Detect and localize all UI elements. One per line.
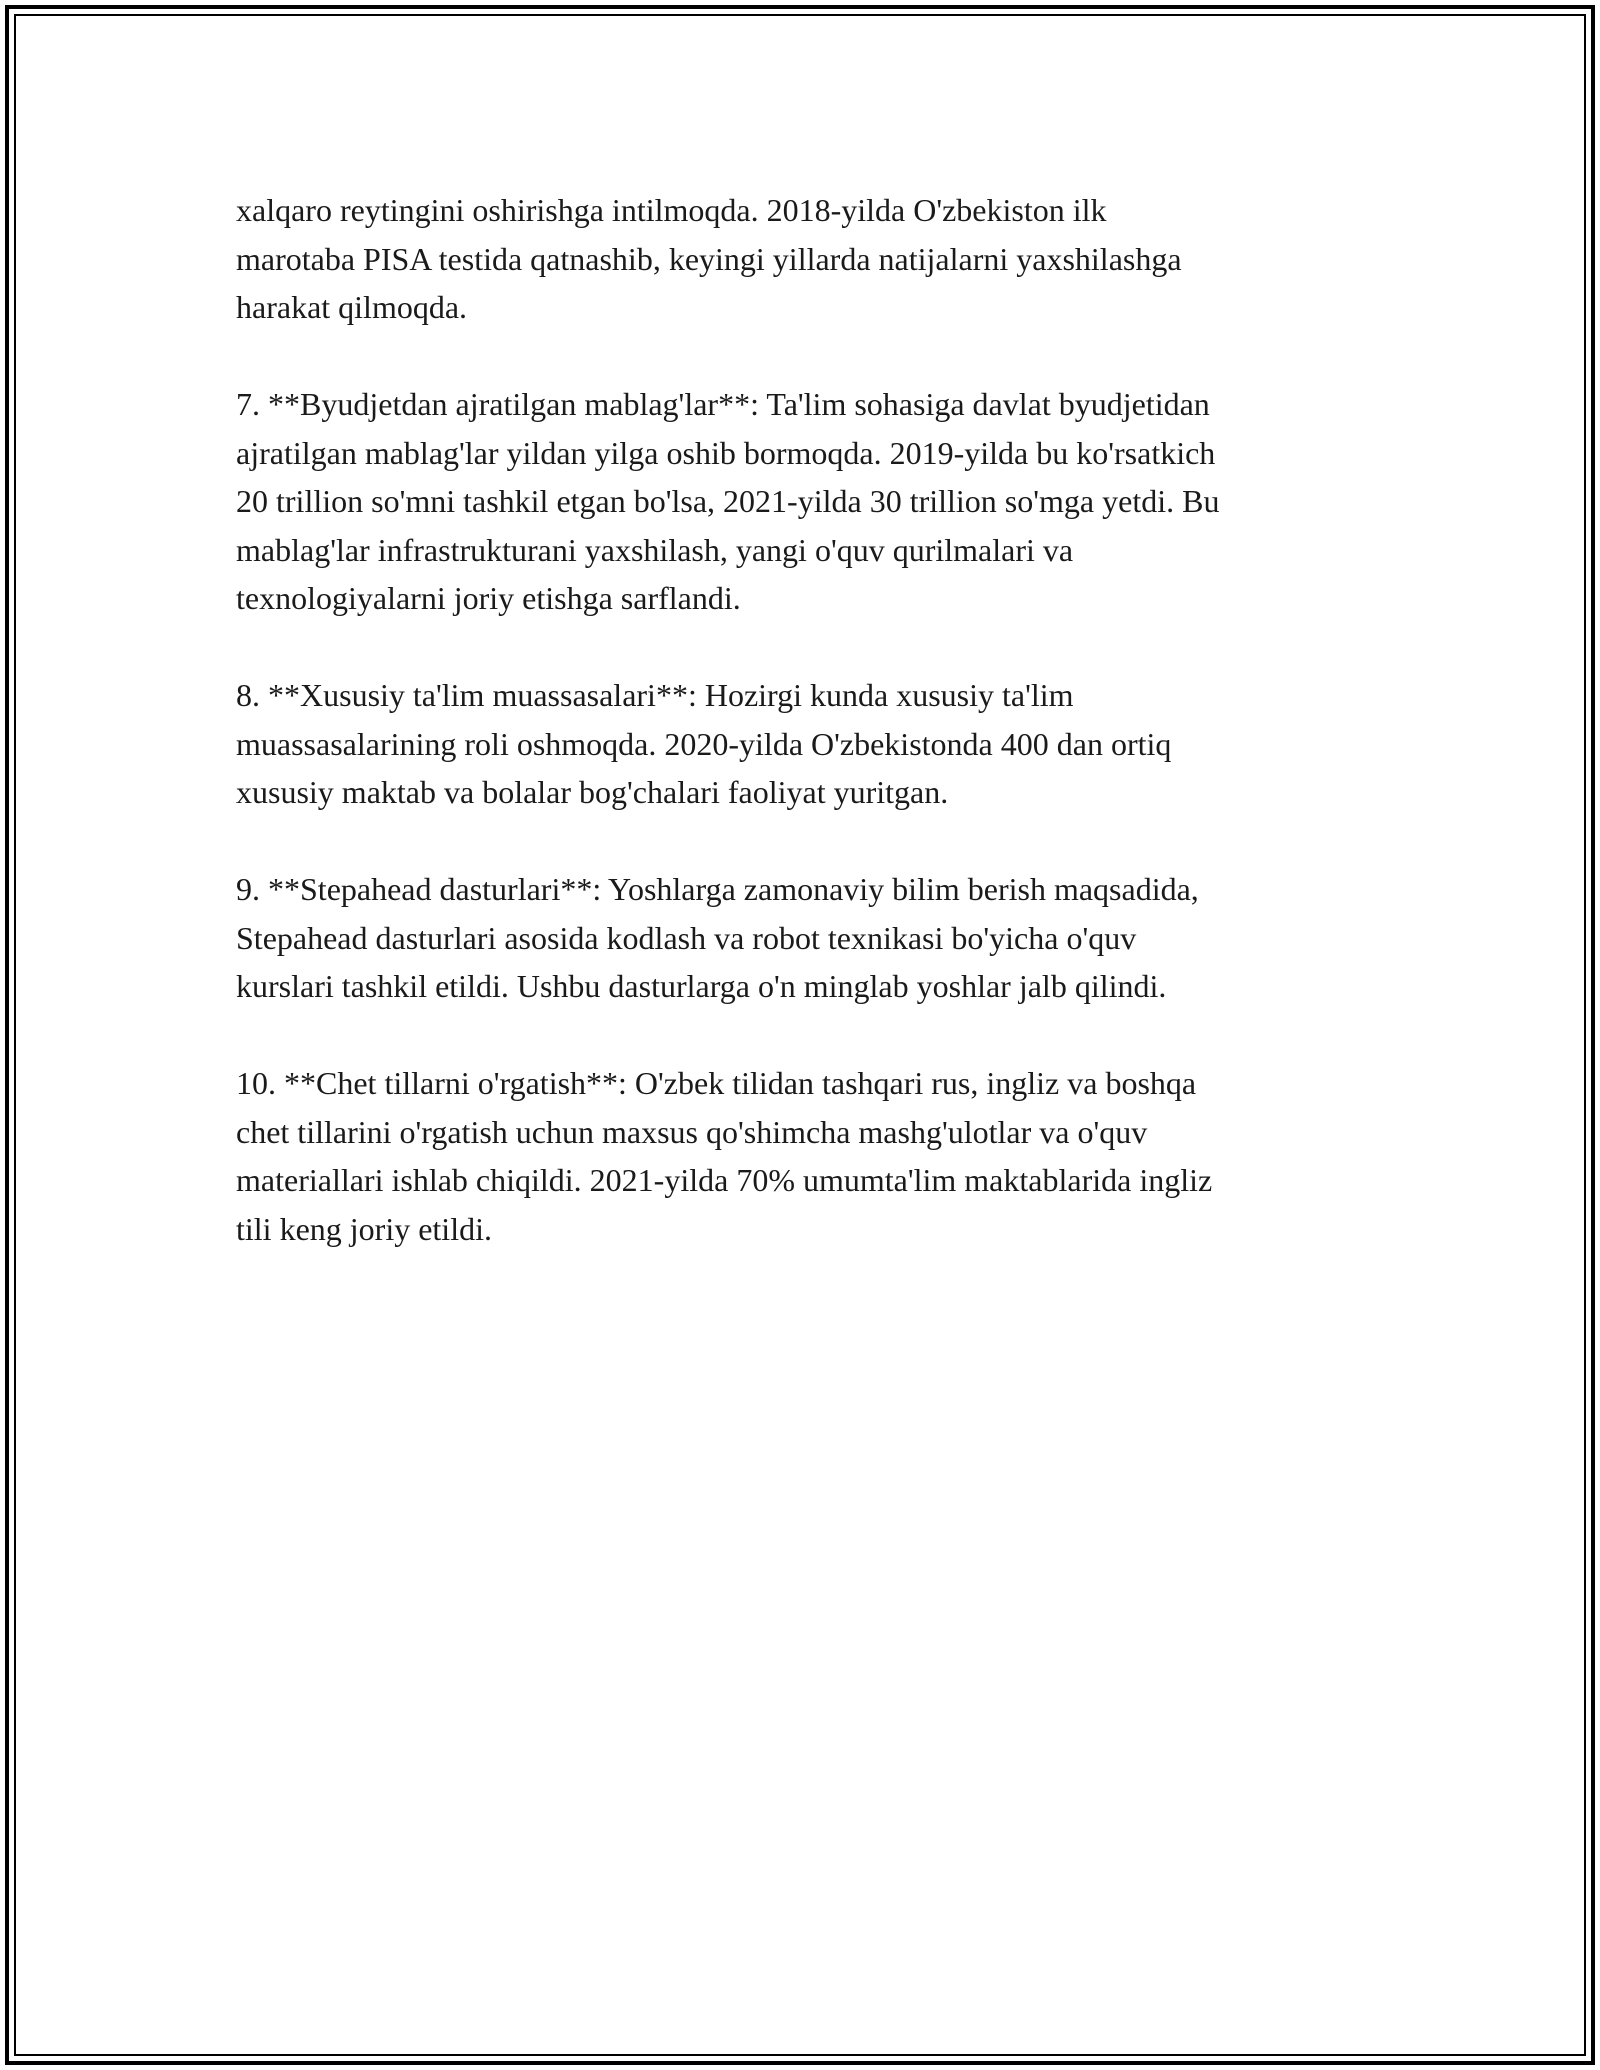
document-body [236, 186, 1396, 1302]
paragraph-foreign-languages: 10. **Chet tillarni o'rgatish**: O'zbek tilidan tashqari rus, ingliz va boshqa chet tillarini o'rgatish uchun maxsus qo'shimcha mashg'ulotlar va o'quv materiallari ishlab chiqildi. 2021-yilda 70% umumta'lim maktablarida ingliz tili keng joriy etildi. [236, 1065, 1213, 1247]
paragraph-stepahead-programs: 9. **Stepahead dasturlari**: Yoshlarga zamonaviy bilim berish maqsadida, Stepahead dasturlari asosida kodlash va robot texnikasi bo'yicha o'quv kurslari tashkil etildi. Ushbu dasturlarga o'n minglab yoshlar jalb qilindi. [236, 871, 1199, 1004]
paragraph-pisa-continuation: xalqaro reytingini oshirishga intilmoqda. 2018-yilda O'zbekiston ilk marotaba PISA testida qatnashib, keyingi yillarda natijalarni yaxshilashga harakat qilmoqda. [236, 192, 1182, 325]
paragraph-budget-funds: 7. **Byudjetdan ajratilgan mablag'lar**: Ta'lim sohasiga davlat byudjetidan ajratilgan mablag'lar yildan yilga oshib bormoqda. 2019-yilda bu ko'rsatkich 20 trillion so'mni tashkil etgan bo'lsa, 2021-yilda 30 trillion so'mga yetdi. Bu mablag'lar infrastrukturani yaxshilash, yangi o'quv qurilmalari va texnologiyalarni joriy etishga sarflandi. [236, 386, 1220, 616]
paragraph-private-institutions: 8. **Xususiy ta'lim muassasalari**: Hozirgi kunda xususiy ta'lim muassasalarining roli oshmoqda. 2020-yilda O'zbekistonda 400 dan ortiq xususiy maktab va bolalar bog'chalari faoliyat yuritgan. [236, 677, 1172, 810]
